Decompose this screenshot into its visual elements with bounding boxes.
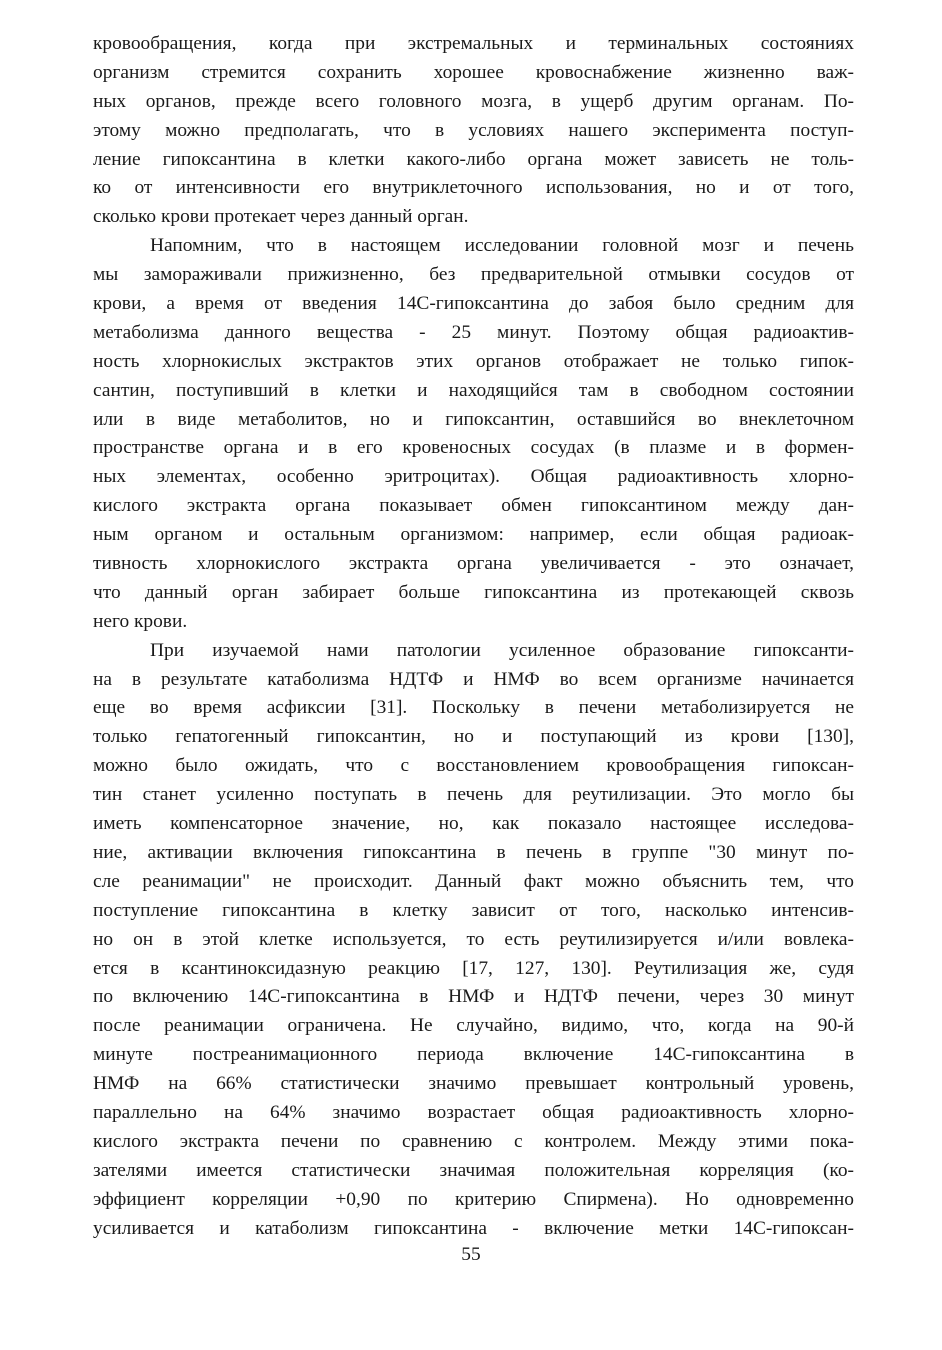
text-line: него крови. [93, 610, 188, 632]
text-line: но он в этой клетке используется, то есть реутилизируется и/или вовлека- [93, 928, 854, 950]
text-line: эффициент корреляции +0,90 по критерию Спирмена). Но одновременно [93, 1188, 854, 1210]
text-line: сле реанимации" не происходит. Данный факт можно объяснить тем, что [93, 870, 854, 892]
text-line: только гепатогенный гипоксантин, но и поступающий из крови [130], [93, 726, 854, 748]
text-line: ется в ксантиноксидазную реакцию [17, 127, 130]. Реутилизация же, судя [93, 957, 854, 979]
text-line: сколько крови протекает через данный орган. [93, 206, 469, 228]
text-line: крови, а время от введения 14С-гипоксантина до забоя было средним для [93, 293, 854, 315]
text-line: тин станет усиленно поступать в печень для реутилизации. Это могло бы [93, 784, 854, 806]
text-line: поступление гипоксантина в клетку зависит от того, насколько интенсив- [93, 899, 854, 921]
text-line: ление гипоксантина в клетки какого-либо органа может зависеть не толь- [93, 148, 854, 170]
text-line: ко от интенсивности его внутриклеточного использования, но и от того, [93, 177, 854, 199]
text-line: НМФ на 66% статистически значимо превышает контрольный уровень, [93, 1073, 854, 1095]
text-line: ным органом и остальным организмом: например, если общая радиоак- [93, 524, 854, 546]
text-line: параллельно на 64% значимо возрастает общая радиоактивность хлорно- [93, 1101, 854, 1123]
text-line: кислого экстракта печени по сравнению с контролем. Между этими пока- [93, 1130, 854, 1152]
text-line: метаболизма данного вещества - 25 минут. Поэтому общая радиоактив- [93, 321, 854, 343]
text-line: ных элементах, особенно эритроцитах). Общая радиоактивность хлорно- [93, 466, 854, 488]
text-line: мы замораживали прижизненно, без предварительной отмывки сосудов от [93, 264, 854, 286]
text-line: усиливается и катаболизм гипоксантина - включение метки 14С-гипоксан- [93, 1217, 854, 1239]
text-line: ных органов, прежде всего головного мозга, в ущерб другим органам. По- [93, 90, 854, 112]
text-line: организм стремится сохранить хорошее кровоснабжение жизненно важ- [93, 61, 854, 83]
text-line: после реанимации ограничена. Не случайно, видимо, что, когда на 90-й [93, 1015, 854, 1037]
text-line: или в виде метаболитов, но и гипоксантин, оставшийся во внеклеточном [93, 408, 854, 430]
text-line: что данный орган забирает больше гипоксантина из протекающей сквозь [93, 581, 854, 603]
text-line: можно было ожидать, что с восстановлением кровообращения гипоксан- [93, 755, 854, 777]
text-line: пространстве органа и в его кровеносных сосудах (в плазме и в формен- [93, 437, 854, 459]
paragraph-3 [93, 637, 854, 1244]
text-line: кислого экстракта органа показывает обмен гипоксантином между дан- [93, 495, 854, 517]
paragraph-1 [93, 30, 854, 232]
text-line: еще во время асфиксии [31]. Поскольку в печени метаболизируется не [93, 697, 854, 719]
text-line: на в результате катаболизма НДТФ и НМФ во всем организме начинается [93, 668, 854, 690]
text-line: ние, активации включения гипоксантина в печень в группе "30 минут по- [93, 841, 854, 863]
text-line: кровообращения, когда при экстремальных и терминальных состояниях [93, 33, 854, 54]
text-line: При изучаемой нами патологии усиленное образование гипоксанти- [150, 639, 854, 661]
page-number: 55 [461, 1244, 481, 1265]
text-line: этому можно предполагать, что в условиях нашего эксперимента поступ- [93, 119, 854, 141]
text-line: иметь компенсаторное значение, но, как показало настоящее исследова- [93, 813, 854, 835]
text-line: Напомним, что в настоящем исследовании головной мозг и печень [150, 235, 854, 257]
text-line: сантин, поступивший в клетки и находящийся там в свободном состоянии [93, 379, 854, 401]
text-line: зателями имеется статистически значимая положительная корреляция (ко- [93, 1159, 854, 1181]
text-line: минуте постреанимационного периода включение 14С-гипоксантина в [93, 1044, 854, 1066]
text-line: по включению 14С-гипоксантина в НМФ и НДТФ печени, через 30 минут [93, 986, 854, 1008]
text-line: тивность хлорнокислого экстракта органа увеличивается - это означает, [93, 553, 854, 575]
paragraph-2 [93, 232, 854, 636]
text-line: ность хлорнокислых экстрактов этих органов отображает не только гипок- [93, 350, 854, 372]
